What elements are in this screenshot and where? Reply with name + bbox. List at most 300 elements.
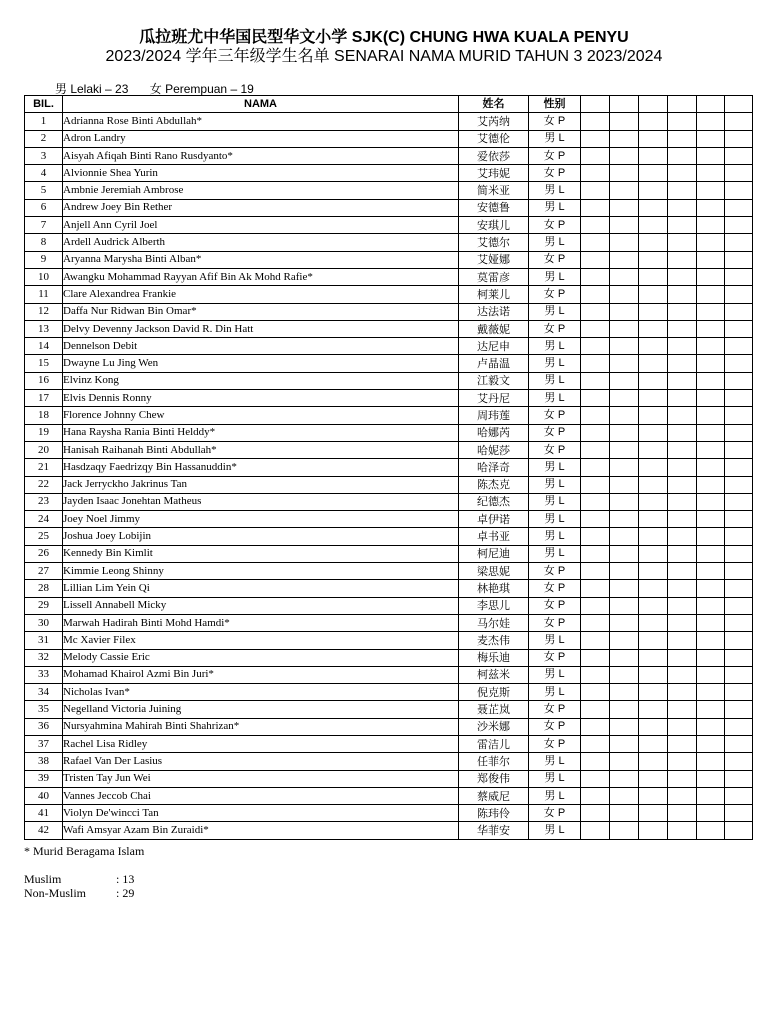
table-row (25, 147, 753, 164)
blank-cell (697, 234, 725, 251)
blank-cell (668, 217, 697, 234)
blank-cell (668, 563, 697, 580)
student-number: 3 (25, 147, 63, 164)
student-name: Marwah Hadirah Binti Mohd Hamdi* (63, 614, 459, 631)
blank-cell (725, 355, 753, 372)
blank-cell (639, 632, 668, 649)
student-name: Rafael Van Der Lasius (63, 753, 459, 770)
blank-cell (697, 268, 725, 285)
blank-cell (639, 390, 668, 407)
table-row (25, 545, 753, 562)
table-row (25, 649, 753, 666)
student-name: Nursyahmina Mahirah Binti Shahrizan* (63, 718, 459, 735)
blank-cell (610, 753, 639, 770)
student-name: Andrew Joey Bin Rether (63, 199, 459, 216)
blank-cell (639, 493, 668, 510)
blank-cell (581, 511, 610, 528)
student-chinese-name: 卢晶温 (459, 355, 529, 372)
student-name: Dwayne Lu Jing Wen (63, 355, 459, 372)
student-name: Violyn De'wincci Tan (63, 805, 459, 822)
student-chinese-name: 雷洁儿 (459, 735, 529, 752)
blank-cell (610, 632, 639, 649)
blank-cell (610, 666, 639, 683)
student-name: Dennelson Debit (63, 338, 459, 355)
student-chinese-name: 安德鲁 (459, 199, 529, 216)
blank-cell (581, 597, 610, 614)
table-row (25, 770, 753, 787)
student-gender: 女 P (529, 718, 581, 735)
blank-cell (725, 735, 753, 752)
blank-cell (697, 666, 725, 683)
blank-cell (697, 372, 725, 389)
blank-cell (697, 286, 725, 303)
blank-cell (639, 666, 668, 683)
student-name: Joshua Joey Lobijin (63, 528, 459, 545)
blank-cell (639, 476, 668, 493)
student-name: Vannes Jeccob Chai (63, 787, 459, 804)
student-number: 39 (25, 770, 63, 787)
student-gender: 女 P (529, 614, 581, 631)
blank-cell (610, 182, 639, 199)
student-chinese-name: 艾德尔 (459, 234, 529, 251)
blank-cell (610, 511, 639, 528)
blank-cell (610, 476, 639, 493)
student-name: Adron Landry (63, 130, 459, 147)
blank-cell (668, 476, 697, 493)
student-name: Elvinz Kong (63, 372, 459, 389)
column-header-gender: 性别 (529, 96, 581, 113)
blank-cell (725, 666, 753, 683)
student-name: Nicholas Ivan* (63, 684, 459, 701)
stat-value: : 29 (116, 886, 135, 900)
student-gender: 男 L (529, 770, 581, 787)
stat-muslim (24, 872, 134, 887)
blank-cell (639, 511, 668, 528)
table-row (25, 165, 753, 182)
student-chinese-name: 梁思妮 (459, 563, 529, 580)
school-title: 瓜拉班尤中华国民型华文小学 SJK(C) CHUNG HWA KUALA PENYU (139, 29, 629, 46)
student-number: 7 (25, 217, 63, 234)
blank-cell (668, 614, 697, 631)
blank-cell (639, 614, 668, 631)
student-gender: 男 L (529, 528, 581, 545)
blank-cell (610, 580, 639, 597)
table-row (25, 787, 753, 804)
blank-cell (697, 563, 725, 580)
student-number: 16 (25, 372, 63, 389)
blank-cell (639, 753, 668, 770)
blank-cell (668, 130, 697, 147)
blank-cell (581, 441, 610, 458)
student-name: Hana Raysha Rania Binti Helddy* (63, 424, 459, 441)
student-gender: 男 L (529, 511, 581, 528)
blank-cell (697, 822, 725, 839)
student-number: 25 (25, 528, 63, 545)
female-count: 女 Perempuan – 19 (149, 82, 254, 96)
student-chinese-name: 柯尼迪 (459, 545, 529, 562)
blank-cell (697, 320, 725, 337)
blank-cell (668, 493, 697, 510)
blank-cell (668, 268, 697, 285)
student-gender: 男 L (529, 545, 581, 562)
student-number: 29 (25, 597, 63, 614)
male-count: 男 Lelaki – 23 (55, 82, 129, 96)
table-row (25, 390, 753, 407)
blank-cell (639, 355, 668, 372)
student-gender: 男 L (529, 390, 581, 407)
blank-cell (610, 684, 639, 701)
student-name: Delvy Devenny Jackson David R. Din Hatt (63, 320, 459, 337)
student-name: Aisyah Afiqah Binti Rano Rusdyanto* (63, 147, 459, 164)
student-number: 41 (25, 805, 63, 822)
blank-cell (725, 597, 753, 614)
blank-cell (610, 147, 639, 164)
blank-cell (639, 528, 668, 545)
blank-cell (697, 805, 725, 822)
student-gender: 男 L (529, 182, 581, 199)
blank-cell (697, 113, 725, 130)
blank-cell (697, 580, 725, 597)
blank-cell (725, 493, 753, 510)
blank-cell (668, 735, 697, 752)
student-name: Lissell Annabell Micky (63, 597, 459, 614)
blank-cell (725, 147, 753, 164)
blank-cell (697, 130, 725, 147)
blank-cell (668, 753, 697, 770)
student-gender: 女 P (529, 147, 581, 164)
student-number: 34 (25, 684, 63, 701)
student-name: Ardell Audrick Alberth (63, 234, 459, 251)
blank-cell (581, 199, 610, 216)
blank-cell (581, 355, 610, 372)
student-number: 1 (25, 113, 63, 130)
student-chinese-name: 哈娜芮 (459, 424, 529, 441)
blank-cell (610, 545, 639, 562)
blank-cell (639, 320, 668, 337)
blank-cell (610, 251, 639, 268)
blank-cell (610, 217, 639, 234)
blank-cell (610, 701, 639, 718)
student-chinese-name: 戴薇妮 (459, 320, 529, 337)
blank-cell (668, 822, 697, 839)
blank-cell (610, 355, 639, 372)
student-number: 30 (25, 614, 63, 631)
blank-cell (581, 545, 610, 562)
blank-cell (610, 735, 639, 752)
table-row (25, 355, 753, 372)
blank-cell (725, 563, 753, 580)
student-number: 42 (25, 822, 63, 839)
blank-cell (697, 597, 725, 614)
blank-header-cell (668, 96, 697, 113)
blank-cell (725, 286, 753, 303)
student-name: Alvionnie Shea Yurin (63, 165, 459, 182)
blank-cell (668, 113, 697, 130)
student-gender: 女 P (529, 407, 581, 424)
blank-cell (668, 199, 697, 216)
blank-cell (610, 649, 639, 666)
student-gender: 女 P (529, 286, 581, 303)
blank-cell (581, 805, 610, 822)
student-number: 21 (25, 459, 63, 476)
blank-cell (639, 424, 668, 441)
student-gender: 男 L (529, 130, 581, 147)
blank-cell (610, 563, 639, 580)
blank-cell (668, 770, 697, 787)
blank-cell (697, 770, 725, 787)
student-number: 9 (25, 251, 63, 268)
blank-cell (610, 493, 639, 510)
blank-cell (668, 424, 697, 441)
blank-cell (697, 614, 725, 631)
blank-cell (697, 441, 725, 458)
blank-cell (725, 268, 753, 285)
blank-cell (725, 130, 753, 147)
blank-cell (668, 701, 697, 718)
table-row (25, 753, 753, 770)
blank-cell (725, 217, 753, 234)
blank-cell (581, 476, 610, 493)
table-row (25, 459, 753, 476)
blank-cell (581, 113, 610, 130)
table-row (25, 684, 753, 701)
table-row (25, 614, 753, 631)
student-name: Adrianna Rose Binti Abdullah* (63, 113, 459, 130)
student-name: Jayden Isaac Jonehtan Matheus (63, 493, 459, 510)
student-number: 5 (25, 182, 63, 199)
student-name: Mohamad Khairol Azmi Bin Juri* (63, 666, 459, 683)
blank-cell (697, 251, 725, 268)
column-header-chinese-name: 姓名 (459, 96, 529, 113)
student-name: Daffa Nur Ridwan Bin Omar* (63, 303, 459, 320)
student-name: Melody Cassie Eric (63, 649, 459, 666)
blank-cell (581, 735, 610, 752)
student-number: 35 (25, 701, 63, 718)
table-row (25, 805, 753, 822)
blank-cell (668, 165, 697, 182)
stat-label: Non-Muslim (24, 886, 87, 900)
student-chinese-name: 梅乐迪 (459, 649, 529, 666)
student-number: 38 (25, 753, 63, 770)
student-chinese-name: 陈杰克 (459, 476, 529, 493)
blank-cell (639, 770, 668, 787)
blank-cell (668, 632, 697, 649)
blank-cell (610, 407, 639, 424)
blank-cell (639, 459, 668, 476)
student-number: 19 (25, 424, 63, 441)
student-number: 31 (25, 632, 63, 649)
blank-cell (581, 217, 610, 234)
blank-cell (610, 614, 639, 631)
blank-cell (610, 234, 639, 251)
student-chinese-name: 爱依莎 (459, 147, 529, 164)
blank-cell (725, 234, 753, 251)
blank-cell (697, 303, 725, 320)
blank-cell (668, 649, 697, 666)
blank-cell (725, 511, 753, 528)
blank-cell (639, 286, 668, 303)
blank-cell (581, 493, 610, 510)
blank-cell (668, 407, 697, 424)
blank-cell (610, 199, 639, 216)
blank-cell (725, 424, 753, 441)
blank-cell (639, 338, 668, 355)
blank-header-cell (725, 96, 753, 113)
blank-cell (639, 147, 668, 164)
student-gender: 男 L (529, 666, 581, 683)
student-number: 37 (25, 735, 63, 752)
blank-cell (581, 822, 610, 839)
blank-cell (581, 320, 610, 337)
student-name: Elvis Dennis Ronny (63, 390, 459, 407)
blank-cell (725, 580, 753, 597)
student-gender: 女 P (529, 649, 581, 666)
student-chinese-name: 林艳琪 (459, 580, 529, 597)
blank-cell (639, 580, 668, 597)
student-gender: 男 L (529, 355, 581, 372)
student-chinese-name: 麦杰伟 (459, 632, 529, 649)
student-chinese-name: 卓书亚 (459, 528, 529, 545)
blank-cell (697, 511, 725, 528)
blank-cell (610, 459, 639, 476)
blank-cell (581, 528, 610, 545)
blank-cell (610, 165, 639, 182)
student-gender: 女 P (529, 805, 581, 822)
blank-cell (639, 787, 668, 804)
student-gender: 男 L (529, 372, 581, 389)
blank-cell (610, 787, 639, 804)
table-row (25, 407, 753, 424)
blank-cell (668, 787, 697, 804)
blank-cell (668, 459, 697, 476)
blank-cell (725, 649, 753, 666)
student-gender: 女 P (529, 113, 581, 130)
blank-cell (581, 338, 610, 355)
blank-cell (639, 234, 668, 251)
table-row (25, 597, 753, 614)
student-chinese-name: 艾丹尼 (459, 390, 529, 407)
student-gender: 男 L (529, 632, 581, 649)
blank-cell (610, 286, 639, 303)
student-gender: 男 L (529, 684, 581, 701)
table-row (25, 251, 753, 268)
blank-cell (697, 545, 725, 562)
stat-label: Muslim (24, 872, 62, 886)
blank-cell (725, 372, 753, 389)
table-row (25, 493, 753, 510)
student-gender: 女 P (529, 424, 581, 441)
blank-cell (610, 130, 639, 147)
blank-cell (581, 390, 610, 407)
student-chinese-name: 蔡威尼 (459, 787, 529, 804)
blank-cell (639, 182, 668, 199)
student-gender: 男 L (529, 459, 581, 476)
student-gender: 女 P (529, 165, 581, 182)
student-number: 14 (25, 338, 63, 355)
student-name: Anjell Ann Cyril Joel (63, 217, 459, 234)
student-number: 12 (25, 303, 63, 320)
student-gender: 女 P (529, 580, 581, 597)
table-row (25, 217, 753, 234)
table-row (25, 528, 753, 545)
blank-cell (697, 390, 725, 407)
blank-cell (668, 355, 697, 372)
student-number: 40 (25, 787, 63, 804)
student-chinese-name: 哈泽奇 (459, 459, 529, 476)
blank-cell (725, 459, 753, 476)
student-name: Ambnie Jeremiah Ambrose (63, 182, 459, 199)
blank-cell (610, 268, 639, 285)
blank-cell (639, 199, 668, 216)
student-name: Lillian Lim Yein Qi (63, 580, 459, 597)
table-row (25, 441, 753, 458)
blank-cell (668, 372, 697, 389)
blank-cell (725, 113, 753, 130)
blank-header-cell (697, 96, 725, 113)
blank-cell (581, 234, 610, 251)
blank-cell (581, 268, 610, 285)
blank-cell (725, 718, 753, 735)
blank-header-cell (610, 96, 639, 113)
blank-cell (668, 338, 697, 355)
student-gender: 女 P (529, 320, 581, 337)
student-chinese-name: 任菲尔 (459, 753, 529, 770)
student-name: Mc Xavier Filex (63, 632, 459, 649)
student-gender: 男 L (529, 787, 581, 804)
blank-cell (725, 753, 753, 770)
student-number: 4 (25, 165, 63, 182)
blank-cell (668, 320, 697, 337)
blank-cell (725, 805, 753, 822)
blank-cell (639, 822, 668, 839)
blank-cell (725, 787, 753, 804)
blank-cell (581, 666, 610, 683)
blank-cell (639, 165, 668, 182)
blank-cell (668, 147, 697, 164)
blank-cell (697, 165, 725, 182)
student-number: 6 (25, 199, 63, 216)
blank-cell (639, 407, 668, 424)
blank-header-cell (639, 96, 668, 113)
blank-cell (725, 476, 753, 493)
blank-cell (581, 614, 610, 631)
blank-cell (697, 459, 725, 476)
student-chinese-name: 柯兹米 (459, 666, 529, 683)
student-number: 23 (25, 493, 63, 510)
blank-cell (639, 251, 668, 268)
student-chinese-name: 安琪儿 (459, 217, 529, 234)
table-row (25, 199, 753, 216)
student-gender: 女 P (529, 217, 581, 234)
blank-cell (697, 424, 725, 441)
blank-cell (725, 632, 753, 649)
student-name: Joey Noel Jimmy (63, 511, 459, 528)
student-gender: 女 P (529, 563, 581, 580)
student-name: Kimmie Leong Shinny (63, 563, 459, 580)
blank-cell (668, 805, 697, 822)
blank-cell (725, 407, 753, 424)
blank-cell (725, 338, 753, 355)
table-row (25, 113, 753, 130)
blank-cell (697, 338, 725, 355)
blank-cell (668, 234, 697, 251)
blank-cell (668, 251, 697, 268)
student-chinese-name: 艾德伦 (459, 130, 529, 147)
table-row (25, 286, 753, 303)
student-number: 36 (25, 718, 63, 735)
blank-cell (725, 770, 753, 787)
student-number: 26 (25, 545, 63, 562)
